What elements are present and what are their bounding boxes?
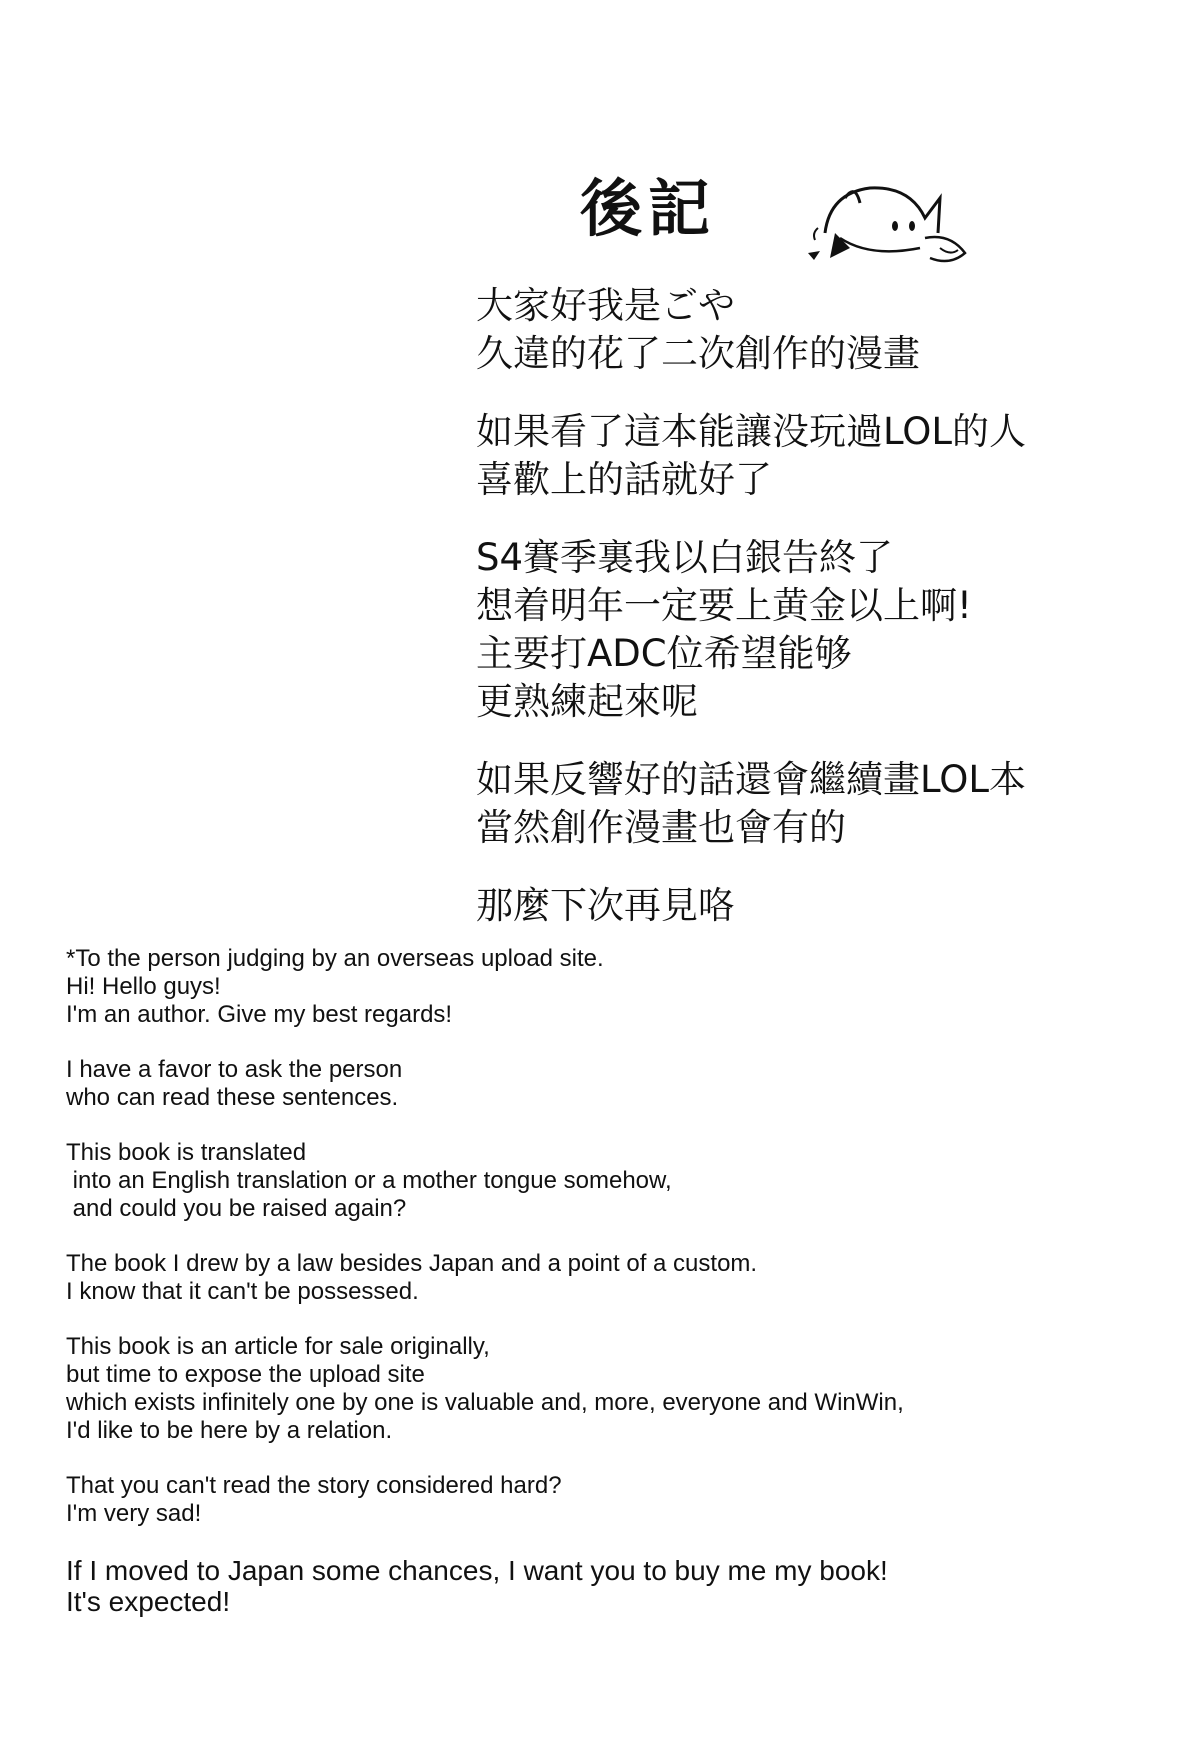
paragraph [66,945,1176,1029]
paragraph [476,282,1176,378]
text-line: I know that it can't be possessed. [66,1278,419,1305]
text-line: I'd like to be here by a relation. [66,1417,393,1444]
text-line: 當然創作漫畫也會有的 [476,806,846,849]
text-line: Hi! Hello guys! [66,973,221,1000]
paragraph [66,1472,1176,1528]
text-line: 大家好我是ごや [476,284,735,327]
text-line: into an English translation or a mother tongue somehow, [66,1167,672,1194]
paragraph [66,1250,1176,1306]
text-line: This book is translated [66,1139,307,1166]
paragraph [66,1056,1176,1112]
text-line: but time to expose the upload site [66,1361,425,1388]
paragraph [476,756,1176,852]
english-message-text [66,945,1176,1644]
text-line: which exists infinitely one by one is valuable and, more, everyone and WinWin, [66,1389,904,1416]
text-line: The book I drew by a law besides Japan and a point of a custom. [66,1250,758,1277]
text-line: 如果看了這本能讓没玩過LOL的人 [476,410,1027,453]
text-line: 更熟練起來呢 [476,680,698,723]
page-title: 後記 [580,172,717,245]
text-line: S4賽季裏我以白銀告終了 [476,536,894,579]
closing-paragraph [66,1555,1176,1617]
text-line: 想着明年一定要上黄金以上啊! [476,584,972,627]
text-line: 那麼下次再見咯 [476,884,735,927]
text-line: and could you be raised again? [66,1195,407,1222]
paragraph [476,882,1176,930]
text-line: This book is an article for sale originally, [66,1333,490,1360]
text-line: It's expected! [66,1586,231,1617]
text-line: 喜歡上的話就好了 [476,458,772,501]
text-line: *To the person judging by an overseas upload site. [66,945,604,972]
text-line: who can read these sentences. [66,1084,399,1111]
paragraph [476,534,1176,726]
chinese-afterword-text [476,282,1176,960]
text-line: I'm an author. Give my best regards! [66,1001,453,1028]
text-line: 久違的花了二次創作的漫畫 [476,332,920,375]
paragraph [66,1139,1176,1223]
text-line: That you can't read the story considered hard? [66,1472,562,1499]
text-line: 主要打ADC位希望能够 [476,632,852,675]
text-line: 如果反響好的話還會繼續畫LOL本 [476,758,1027,801]
text-line: I'm very sad! [66,1500,202,1527]
text-line: If I moved to Japan some chances, I want you to buy me my book! [66,1555,888,1586]
paragraph [66,1333,1176,1445]
chibi-character-illustration [800,178,980,273]
text-line: I have a favor to ask the person [66,1056,403,1083]
paragraph [476,408,1176,504]
